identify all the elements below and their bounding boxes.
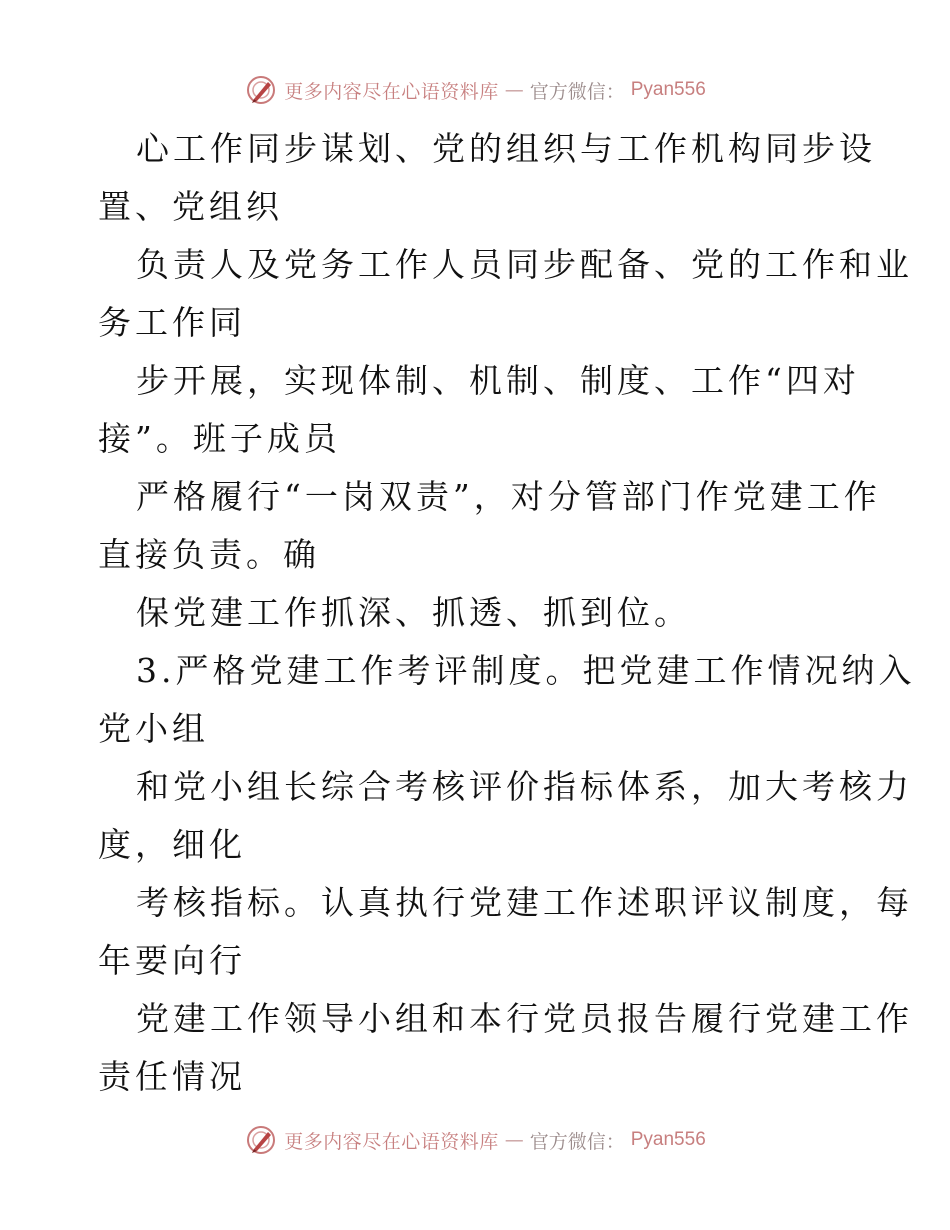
- pen-logo-icon: [244, 73, 278, 107]
- footer-watermark: [0, 1120, 950, 1160]
- text-line: 务工作同: [98, 303, 246, 342]
- text-line: 度，细化: [98, 825, 246, 864]
- text-line: 党小组: [98, 709, 209, 748]
- watermark-title: 更多内容尽在心语资料库: [284, 80, 499, 103]
- text-line: 接”。班子成员: [98, 419, 341, 458]
- document-body: [98, 120, 916, 1106]
- text-line: 年要向行: [98, 941, 246, 980]
- watermark-dash: —: [504, 79, 524, 101]
- text-line: 步开展，实现体制、机制、制度、工作“四对: [136, 361, 860, 400]
- watermark-id: Pyan556: [630, 1129, 706, 1150]
- watermark-dash: —: [504, 1129, 524, 1151]
- text-line: 党建工作领导小组和本行党员报告履行党建工作: [136, 999, 913, 1038]
- watermark-label: 官方微信：: [529, 1130, 625, 1153]
- watermark-id: Pyan556: [630, 79, 706, 100]
- text-line: 责任情况: [98, 1057, 246, 1096]
- text-line: 置、党组织: [98, 187, 283, 226]
- text-line: 3.严格党建工作考评制度。把党建工作情况纳入: [136, 651, 916, 690]
- text-line: 负责人及党务工作人员同步配备、党的工作和业: [136, 245, 913, 284]
- text-line: 保党建工作抓深、抓透、抓到位。: [136, 593, 691, 632]
- text-line: 直接负责。确: [98, 535, 320, 574]
- text-line: 和党小组长综合考核评价指标体系，加大考核力: [136, 767, 913, 806]
- header-watermark: [0, 70, 950, 110]
- text-line: 严格履行“一岗双责”，对分管部门作党建工作: [136, 477, 881, 516]
- text-line: 心工作同步谋划、党的组织与工作机构同步设: [136, 129, 876, 168]
- watermark-title: 更多内容尽在心语资料库: [284, 1130, 499, 1153]
- pen-logo-icon: [244, 1123, 278, 1157]
- text-line: 考核指标。认真执行党建工作述职评议制度，每: [136, 883, 913, 922]
- watermark-label: 官方微信：: [529, 80, 625, 103]
